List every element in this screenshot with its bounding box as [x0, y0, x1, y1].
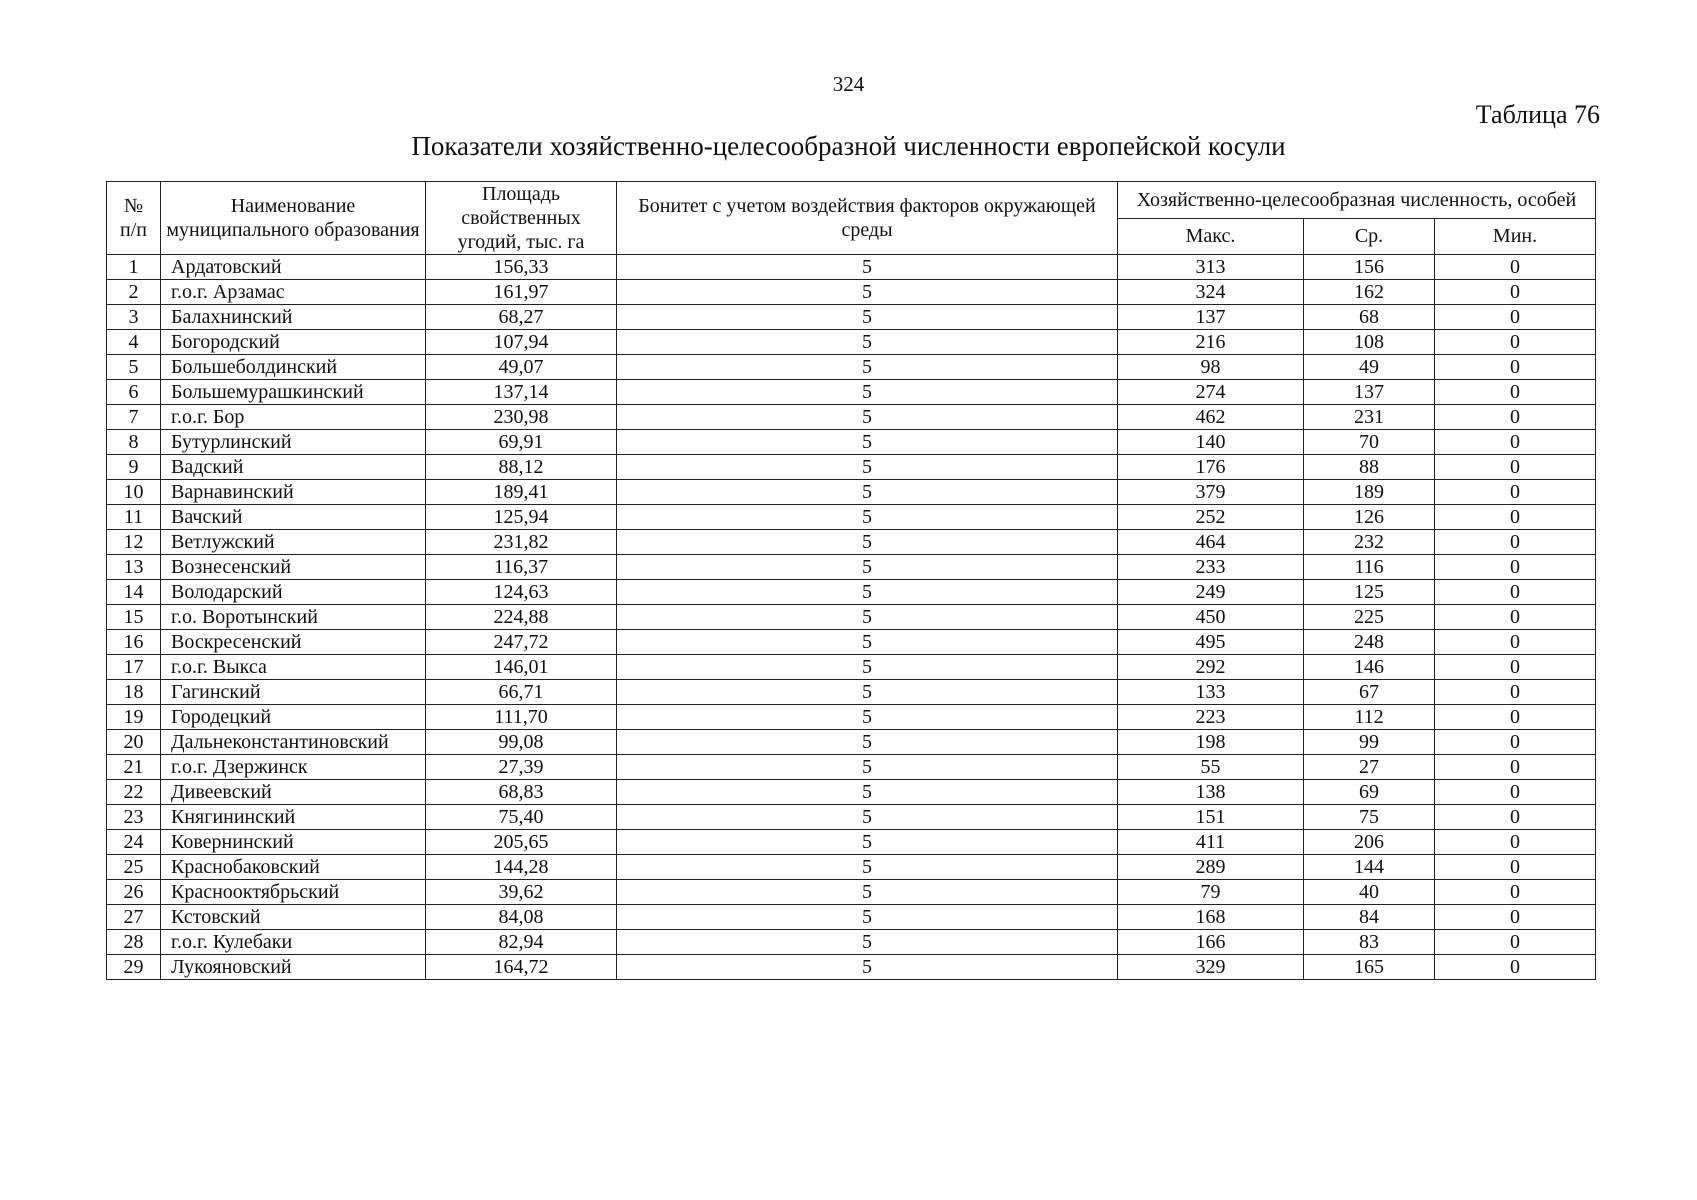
table-row	[107, 555, 1596, 580]
cell-max: 138	[1118, 780, 1304, 805]
cell-number: 15	[107, 605, 161, 630]
cell-min: 0	[1435, 805, 1596, 830]
table-row	[107, 655, 1596, 680]
cell-number: 14	[107, 580, 161, 605]
cell-avg: 49	[1304, 355, 1435, 380]
cell-municipality: Балахнинский	[161, 305, 426, 330]
cell-municipality: Большемурашкинский	[161, 380, 426, 405]
cell-min: 0	[1435, 455, 1596, 480]
cell-bonitet: 5	[617, 605, 1118, 630]
cell-area: 99,08	[426, 730, 617, 755]
cell-max: 464	[1118, 530, 1304, 555]
cell-municipality: Бутурлинский	[161, 430, 426, 455]
cell-municipality: г.о.г. Дзержинск	[161, 755, 426, 780]
table-label: Таблица 76	[1475, 100, 1600, 129]
cell-avg: 232	[1304, 530, 1435, 555]
population-table	[106, 181, 1596, 980]
table-row	[107, 530, 1596, 555]
table-row	[107, 830, 1596, 855]
cell-max: 216	[1118, 330, 1304, 355]
cell-number: 25	[107, 855, 161, 880]
cell-max: 462	[1118, 405, 1304, 430]
cell-area: 205,65	[426, 830, 617, 855]
cell-bonitet: 5	[617, 455, 1118, 480]
cell-number: 8	[107, 430, 161, 455]
cell-bonitet: 5	[617, 430, 1118, 455]
header-avg: Ср.	[1304, 218, 1435, 255]
cell-area: 68,27	[426, 305, 617, 330]
cell-min: 0	[1435, 730, 1596, 755]
cell-bonitet: 5	[617, 705, 1118, 730]
cell-max: 233	[1118, 555, 1304, 580]
cell-max: 98	[1118, 355, 1304, 380]
cell-min: 0	[1435, 380, 1596, 405]
cell-number: 27	[107, 905, 161, 930]
cell-municipality: Вачский	[161, 505, 426, 530]
cell-max: 450	[1118, 605, 1304, 630]
cell-bonitet: 5	[617, 280, 1118, 305]
cell-min: 0	[1435, 655, 1596, 680]
cell-area: 69,91	[426, 430, 617, 455]
table-row	[107, 255, 1596, 280]
cell-area: 230,98	[426, 405, 617, 430]
cell-municipality: Богородский	[161, 330, 426, 355]
header-number-symbol: №	[123, 195, 144, 217]
cell-municipality: г.о. Воротынский	[161, 605, 426, 630]
cell-bonitet: 5	[617, 480, 1118, 505]
cell-max: 495	[1118, 630, 1304, 655]
cell-max: 168	[1118, 905, 1304, 930]
cell-area: 161,97	[426, 280, 617, 305]
cell-max: 166	[1118, 930, 1304, 955]
cell-area: 84,08	[426, 905, 617, 930]
table-row	[107, 930, 1596, 955]
table-row	[107, 855, 1596, 880]
table-row	[107, 630, 1596, 655]
table-row	[107, 880, 1596, 905]
header-max: Макс.	[1118, 218, 1304, 255]
cell-number: 22	[107, 780, 161, 805]
header-number	[107, 182, 161, 255]
cell-max: 274	[1118, 380, 1304, 405]
cell-min: 0	[1435, 505, 1596, 530]
cell-area: 66,71	[426, 680, 617, 705]
cell-avg: 83	[1304, 930, 1435, 955]
table-row	[107, 480, 1596, 505]
cell-max: 324	[1118, 280, 1304, 305]
cell-max: 292	[1118, 655, 1304, 680]
table-row	[107, 505, 1596, 530]
cell-area: 224,88	[426, 605, 617, 630]
cell-min: 0	[1435, 330, 1596, 355]
table-row	[107, 430, 1596, 455]
cell-bonitet: 5	[617, 905, 1118, 930]
cell-avg: 225	[1304, 605, 1435, 630]
cell-municipality: г.о.г. Кулебаки	[161, 930, 426, 955]
cell-bonitet: 5	[617, 630, 1118, 655]
cell-min: 0	[1435, 405, 1596, 430]
table-row	[107, 905, 1596, 930]
cell-area: 137,14	[426, 380, 617, 405]
cell-avg: 189	[1304, 480, 1435, 505]
table-row	[107, 680, 1596, 705]
cell-area: 49,07	[426, 355, 617, 380]
cell-bonitet: 5	[617, 755, 1118, 780]
cell-number: 2	[107, 280, 161, 305]
table-title: Показатели хозяйственно-целесообразной численности европейской косули	[411, 131, 1286, 161]
cell-bonitet: 5	[617, 805, 1118, 830]
cell-max: 137	[1118, 305, 1304, 330]
header-area: Площадь свойственных угодий, тыс. га	[426, 182, 617, 255]
header-municipality: Наименование муниципального образования	[161, 182, 426, 255]
cell-number: 6	[107, 380, 161, 405]
cell-avg: 156	[1304, 255, 1435, 280]
cell-max: 289	[1118, 855, 1304, 880]
cell-number: 11	[107, 505, 161, 530]
cell-max: 411	[1118, 830, 1304, 855]
cell-avg: 40	[1304, 880, 1435, 905]
cell-avg: 231	[1304, 405, 1435, 430]
cell-bonitet: 5	[617, 880, 1118, 905]
cell-min: 0	[1435, 755, 1596, 780]
cell-min: 0	[1435, 880, 1596, 905]
cell-max: 79	[1118, 880, 1304, 905]
cell-min: 0	[1435, 605, 1596, 630]
cell-min: 0	[1435, 355, 1596, 380]
table-row	[107, 380, 1596, 405]
cell-max: 223	[1118, 705, 1304, 730]
cell-avg: 125	[1304, 580, 1435, 605]
table-header	[107, 182, 1596, 255]
cell-min: 0	[1435, 255, 1596, 280]
cell-avg: 144	[1304, 855, 1435, 880]
cell-number: 16	[107, 630, 161, 655]
cell-area: 247,72	[426, 630, 617, 655]
cell-min: 0	[1435, 280, 1596, 305]
cell-bonitet: 5	[617, 955, 1118, 980]
cell-max: 252	[1118, 505, 1304, 530]
cell-min: 0	[1435, 530, 1596, 555]
cell-max: 55	[1118, 755, 1304, 780]
cell-municipality: Гагинский	[161, 680, 426, 705]
cell-area: 107,94	[426, 330, 617, 355]
cell-number: 18	[107, 680, 161, 705]
cell-municipality: Княгининский	[161, 805, 426, 830]
cell-number: 26	[107, 880, 161, 905]
cell-municipality: Ковернинский	[161, 830, 426, 855]
cell-bonitet: 5	[617, 505, 1118, 530]
cell-avg: 137	[1304, 380, 1435, 405]
cell-area: 116,37	[426, 555, 617, 580]
cell-min: 0	[1435, 480, 1596, 505]
cell-number: 7	[107, 405, 161, 430]
header-number-abbr: п/п	[120, 219, 147, 241]
cell-bonitet: 5	[617, 255, 1118, 280]
cell-max: 198	[1118, 730, 1304, 755]
cell-avg: 112	[1304, 705, 1435, 730]
cell-avg: 70	[1304, 430, 1435, 455]
cell-min: 0	[1435, 555, 1596, 580]
cell-max: 151	[1118, 805, 1304, 830]
header-population-group: Хозяйственно-целесообразная численность, особей	[1118, 182, 1596, 219]
table-row	[107, 305, 1596, 330]
cell-avg: 162	[1304, 280, 1435, 305]
cell-number: 10	[107, 480, 161, 505]
cell-bonitet: 5	[617, 355, 1118, 380]
cell-area: 125,94	[426, 505, 617, 530]
cell-municipality: Вознесенский	[161, 555, 426, 580]
cell-avg: 69	[1304, 780, 1435, 805]
cell-min: 0	[1435, 905, 1596, 930]
cell-min: 0	[1435, 305, 1596, 330]
cell-municipality: Большеболдинский	[161, 355, 426, 380]
cell-number: 17	[107, 655, 161, 680]
cell-area: 75,40	[426, 805, 617, 830]
cell-area: 146,01	[426, 655, 617, 680]
cell-number: 28	[107, 930, 161, 955]
cell-number: 21	[107, 755, 161, 780]
cell-municipality: Вадский	[161, 455, 426, 480]
cell-area: 68,83	[426, 780, 617, 805]
cell-area: 144,28	[426, 855, 617, 880]
cell-bonitet: 5	[617, 780, 1118, 805]
cell-avg: 126	[1304, 505, 1435, 530]
cell-avg: 84	[1304, 905, 1435, 930]
cell-bonitet: 5	[617, 855, 1118, 880]
table-row	[107, 280, 1596, 305]
cell-max: 379	[1118, 480, 1304, 505]
header-min: Мин.	[1435, 218, 1596, 255]
cell-municipality: г.о.г. Выкса	[161, 655, 426, 680]
cell-municipality: Краснобаковский	[161, 855, 426, 880]
cell-number: 12	[107, 530, 161, 555]
cell-area: 124,63	[426, 580, 617, 605]
cell-bonitet: 5	[617, 555, 1118, 580]
cell-bonitet: 5	[617, 830, 1118, 855]
cell-avg: 108	[1304, 330, 1435, 355]
cell-municipality: Ардатовский	[161, 255, 426, 280]
table-row	[107, 755, 1596, 780]
table-row	[107, 705, 1596, 730]
cell-area: 156,33	[426, 255, 617, 280]
cell-number: 29	[107, 955, 161, 980]
cell-municipality: Дальнеконстантиновский	[161, 730, 426, 755]
table-row	[107, 405, 1596, 430]
table-row	[107, 730, 1596, 755]
cell-municipality: Краснооктябрьский	[161, 880, 426, 905]
cell-min: 0	[1435, 580, 1596, 605]
table-row	[107, 805, 1596, 830]
cell-min: 0	[1435, 830, 1596, 855]
cell-avg: 68	[1304, 305, 1435, 330]
cell-number: 1	[107, 255, 161, 280]
cell-avg: 99	[1304, 730, 1435, 755]
cell-bonitet: 5	[617, 405, 1118, 430]
cell-avg: 27	[1304, 755, 1435, 780]
cell-municipality: Воскресенский	[161, 630, 426, 655]
cell-bonitet: 5	[617, 930, 1118, 955]
cell-area: 231,82	[426, 530, 617, 555]
cell-min: 0	[1435, 855, 1596, 880]
cell-number: 5	[107, 355, 161, 380]
cell-min: 0	[1435, 430, 1596, 455]
table-row	[107, 355, 1596, 380]
cell-max: 329	[1118, 955, 1304, 980]
cell-number: 19	[107, 705, 161, 730]
cell-municipality: Дивеевский	[161, 780, 426, 805]
cell-area: 88,12	[426, 455, 617, 480]
cell-area: 82,94	[426, 930, 617, 955]
cell-bonitet: 5	[617, 305, 1118, 330]
cell-max: 249	[1118, 580, 1304, 605]
cell-min: 0	[1435, 955, 1596, 980]
cell-number: 20	[107, 730, 161, 755]
cell-avg: 146	[1304, 655, 1435, 680]
cell-min: 0	[1435, 780, 1596, 805]
table-row	[107, 580, 1596, 605]
cell-min: 0	[1435, 680, 1596, 705]
cell-avg: 116	[1304, 555, 1435, 580]
cell-number: 9	[107, 455, 161, 480]
table-body	[107, 255, 1596, 980]
cell-avg: 248	[1304, 630, 1435, 655]
cell-min: 0	[1435, 930, 1596, 955]
cell-avg: 67	[1304, 680, 1435, 705]
cell-area: 27,39	[426, 755, 617, 780]
table-row	[107, 955, 1596, 980]
cell-bonitet: 5	[617, 380, 1118, 405]
cell-max: 313	[1118, 255, 1304, 280]
cell-municipality: Ветлужский	[161, 530, 426, 555]
cell-avg: 88	[1304, 455, 1435, 480]
page-number: 324	[832, 72, 865, 96]
cell-municipality: Варнавинский	[161, 480, 426, 505]
cell-area: 164,72	[426, 955, 617, 980]
cell-bonitet: 5	[617, 680, 1118, 705]
table-row	[107, 330, 1596, 355]
cell-max: 140	[1118, 430, 1304, 455]
header-bonitet: Бонитет с учетом воздействия факторов окружающей среды	[617, 182, 1118, 255]
cell-number: 24	[107, 830, 161, 855]
cell-area: 111,70	[426, 705, 617, 730]
cell-number: 4	[107, 330, 161, 355]
cell-bonitet: 5	[617, 580, 1118, 605]
cell-bonitet: 5	[617, 330, 1118, 355]
cell-bonitet: 5	[617, 730, 1118, 755]
cell-avg: 206	[1304, 830, 1435, 855]
cell-municipality: Лукояновский	[161, 955, 426, 980]
cell-avg: 165	[1304, 955, 1435, 980]
cell-avg: 75	[1304, 805, 1435, 830]
cell-municipality: Володарский	[161, 580, 426, 605]
cell-number: 13	[107, 555, 161, 580]
cell-min: 0	[1435, 630, 1596, 655]
cell-min: 0	[1435, 705, 1596, 730]
cell-area: 189,41	[426, 480, 617, 505]
table-row	[107, 780, 1596, 805]
table-row	[107, 605, 1596, 630]
cell-number: 3	[107, 305, 161, 330]
cell-municipality: Городецкий	[161, 705, 426, 730]
cell-municipality: г.о.г. Бор	[161, 405, 426, 430]
cell-bonitet: 5	[617, 655, 1118, 680]
cell-municipality: Кстовский	[161, 905, 426, 930]
cell-number: 23	[107, 805, 161, 830]
cell-area: 39,62	[426, 880, 617, 905]
cell-max: 133	[1118, 680, 1304, 705]
cell-max: 176	[1118, 455, 1304, 480]
table-row	[107, 455, 1596, 480]
cell-bonitet: 5	[617, 530, 1118, 555]
cell-municipality: г.о.г. Арзамас	[161, 280, 426, 305]
